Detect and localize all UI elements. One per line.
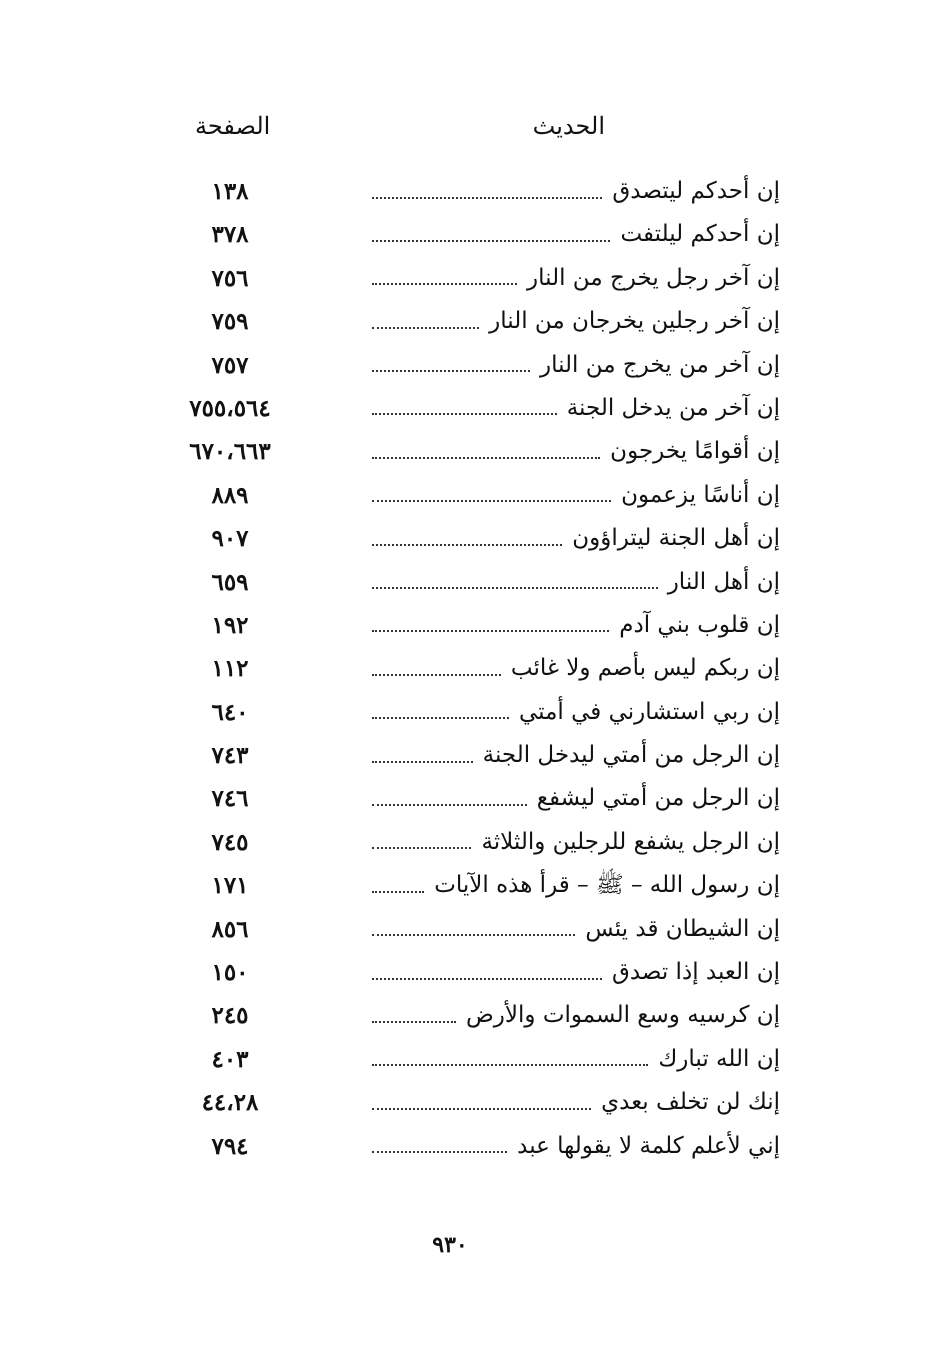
entry-page-number: ١٧١ <box>211 872 249 900</box>
hadith-title: إن آخر من يخرج من النار <box>539 351 780 378</box>
index-entry <box>170 300 780 343</box>
hadith-title: إن أحدكم ليلتفت <box>620 221 780 248</box>
index-entry <box>170 777 780 820</box>
index-entry <box>170 734 780 777</box>
dot-leader <box>372 674 501 676</box>
dot-leader <box>372 1151 507 1153</box>
index-entry <box>170 170 780 213</box>
dot-leader <box>372 891 424 893</box>
hadith-title: إن آخر من يدخل الجنة <box>566 394 780 421</box>
hadith-title: إن أهل الجنة ليتراؤون <box>572 525 780 552</box>
dot-leader <box>372 587 658 589</box>
index-entry <box>170 1081 780 1124</box>
dot-leader <box>372 847 471 849</box>
dot-leader <box>372 1108 591 1110</box>
entry-page-number: ٤٠٣ <box>211 1045 249 1073</box>
index-entry <box>170 691 780 734</box>
hadith-title: إن رسول الله – ﷺ – قرأ هذه الآيات <box>434 872 780 899</box>
entry-page-number: ١١٢ <box>211 655 249 683</box>
index-entry <box>170 951 780 994</box>
index-entry <box>170 647 780 690</box>
hadith-title: إن الله تبارك <box>658 1045 780 1072</box>
entry-page-number: ٣٧٨ <box>211 221 249 249</box>
dot-leader <box>372 544 562 546</box>
entry-page-number: ٨٥٦ <box>211 915 249 943</box>
dot-leader <box>372 717 509 719</box>
dot-leader <box>372 1064 648 1066</box>
dot-leader <box>372 413 557 415</box>
index-entry <box>170 213 780 256</box>
entry-page-number: ٧٥٥،٥٦٤ <box>189 394 271 422</box>
index-entry <box>170 517 780 560</box>
hadith-title: إن ربي استشارني في أمتي <box>519 698 780 725</box>
entry-page-number: ٩٠٧ <box>211 525 249 553</box>
entry-page-number: ٦٥٩ <box>211 568 249 596</box>
index-entry <box>170 257 780 300</box>
hadith-title: إن العبد إذا تصدق <box>611 959 780 986</box>
hadith-title: إنك لن تخلف بعدي <box>601 1089 780 1116</box>
dot-leader <box>372 978 602 980</box>
hadith-title: إن الشيطان قد يئس <box>585 915 780 942</box>
hadith-title: إن كرسيه وسع السموات والأرض <box>466 1002 780 1029</box>
dot-leader <box>372 804 527 806</box>
index-entry <box>170 474 780 517</box>
entry-page-number: ٧٤٦ <box>211 785 249 813</box>
dot-leader <box>372 1021 456 1023</box>
hadith-title: إن أهل النار <box>667 568 780 595</box>
index-entry <box>170 994 780 1037</box>
dot-leader <box>372 457 600 459</box>
dot-leader <box>372 240 610 242</box>
hadith-title: إن أقوامًا يخرجون <box>610 438 780 465</box>
entry-page-number: ٨٨٩ <box>211 481 249 509</box>
index-entry <box>170 1038 780 1081</box>
dot-leader <box>372 934 575 936</box>
index-entry <box>170 864 780 907</box>
hadith-title: إن الرجل يشفع للرجلين والثلاثة <box>481 828 780 855</box>
index-entry <box>170 1125 780 1168</box>
entry-page-number: ٦٧٠،٦٦٣ <box>189 438 271 466</box>
page-number: ٩٣٠ <box>432 1232 468 1258</box>
hadith-index-list <box>170 170 780 1168</box>
entry-page-number: ١٣٨ <box>211 178 249 205</box>
hadith-title: إن الرجل من أمتي ليدخل الجنة <box>482 742 780 769</box>
page-column-heading: الصفحة <box>195 112 271 140</box>
entry-page-number: ٢٤٥ <box>211 1002 249 1030</box>
entry-page-number: ٧٥٦ <box>211 264 249 292</box>
index-entry <box>170 821 780 864</box>
hadith-title: إن آخر رجلين يخرجان من النار <box>489 308 780 335</box>
hadith-title: إن آخر رجل يخرج من النار <box>527 264 780 291</box>
dot-leader <box>372 370 530 372</box>
hadith-title: إن أناسًا يزعمون <box>621 481 780 508</box>
entry-page-number: ٧٥٩ <box>211 308 249 336</box>
entry-page-number: ٦٤٠ <box>211 698 249 726</box>
hadith-title: إن ربكم ليس بأصم ولا غائب <box>510 655 780 682</box>
dot-leader <box>372 283 517 285</box>
index-entry <box>170 387 780 430</box>
entry-page-number: ٧٥٧ <box>211 351 249 379</box>
entry-page-number: ٤٤،٢٨ <box>201 1089 259 1117</box>
hadith-title: إني لأعلم كلمة لا يقولها عبد <box>517 1132 780 1159</box>
entry-page-number: ١٥٠ <box>211 959 249 987</box>
index-entry <box>170 604 780 647</box>
entry-page-number: ١٩٢ <box>211 611 249 639</box>
dot-leader <box>372 630 609 632</box>
hadith-column-heading: الحديث <box>532 112 605 140</box>
hadith-title: إن أحدكم ليتصدق <box>612 178 780 204</box>
table-header <box>170 112 780 152</box>
dot-leader <box>372 761 473 763</box>
index-entry <box>170 430 780 473</box>
hadith-title: إن الرجل من أمتي ليشفع <box>536 785 780 812</box>
index-entry <box>170 561 780 604</box>
entry-page-number: ٧٩٤ <box>211 1132 249 1160</box>
entry-page-number: ٧٤٣ <box>211 742 249 770</box>
dot-leader <box>372 327 479 329</box>
index-entry <box>170 344 780 387</box>
dot-leader <box>372 500 611 502</box>
entry-page-number: ٧٤٥ <box>211 828 249 856</box>
index-entry <box>170 908 780 951</box>
dot-leader <box>372 197 602 199</box>
hadith-title: إن قلوب بني آدم <box>619 611 780 638</box>
